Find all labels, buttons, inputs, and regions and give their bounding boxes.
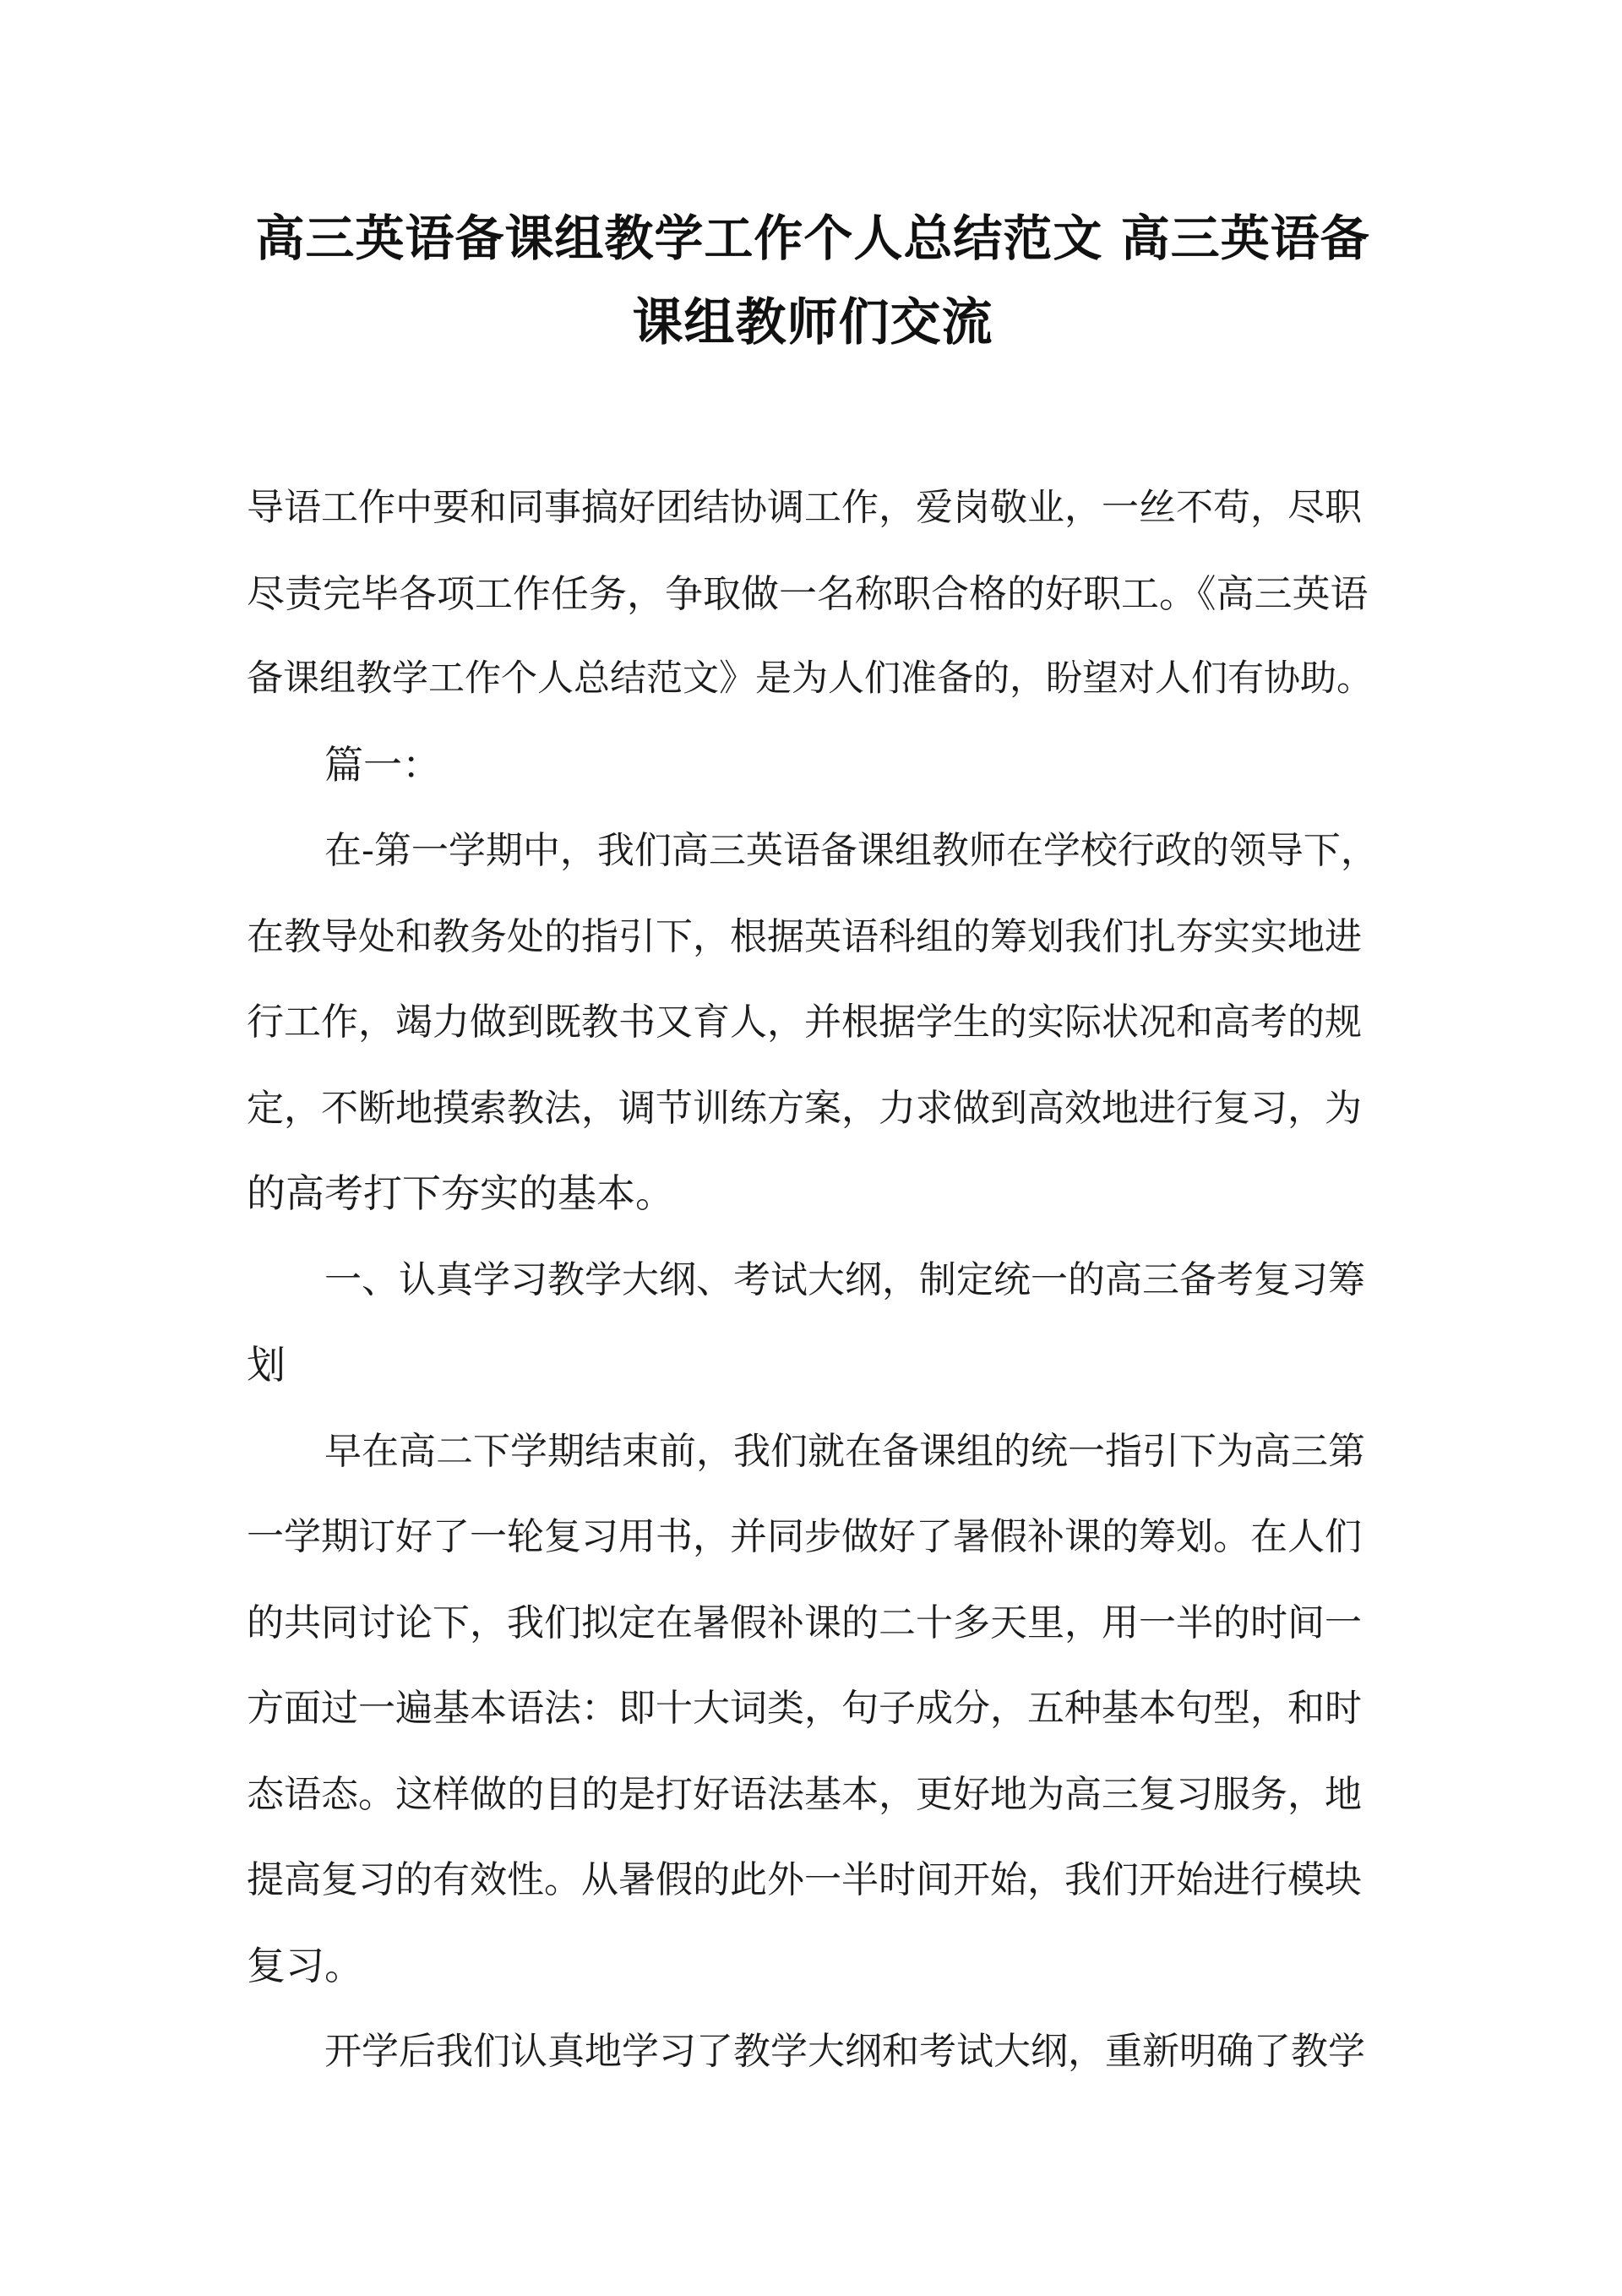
title-line: 高三英语备课组教学工作个人总结范文 高三英语备 [255,210,1370,267]
body-text-line: 在教导处和教务处的指引下，根据英语科组的筹划我们扎夯实实地进 [247,914,1362,958]
body-text-line: 导语工作中要和同事搞好团结协调工作，爱岗敬业，一丝不苟，尽职 [247,486,1362,529]
body-text-line: 行工作，竭力做到既教书又育人，并根据学生的实际状况和高考的规 [247,1001,1362,1044]
body-text-line: 一学期订好了一轮复习用书，并同步做好了暑假补课的筹划。在人们 [247,1515,1362,1558]
body-text-line: 划 [247,1342,286,1388]
body-text-line: 一、认真学习教学大纲、考试大纲，制定统一的高三备考复习筹 [324,1257,1365,1301]
body-text-line: 早在高二下学期结束前，我们就在备课组的统一指引下为高三第 [324,1429,1365,1473]
body-text-line: 尽责完毕各项工作任务，争取做一名称职合格的好职工。《高三英语 [247,570,1369,616]
document-title [247,196,1379,365]
body-text-line: 篇一： [324,741,441,788]
body-text-line: 定，不断地摸索教法，调节训练方案，力求做到高效地进行复习，为 [247,1086,1362,1130]
document-body [247,465,1379,2095]
body-text-line: 提高复习的有效性。从暑假的此外一半时间开始，我们开始进行模块 [247,1858,1362,1901]
body-text-line: 的共同讨论下，我们拟定在暑假补课的二十多天里，用一半的时间一 [247,1601,1362,1644]
title-line: 课组教师们交流 [632,293,993,352]
body-text-line: 备课组教学工作个人总结范文》是为人们准备的，盼望对人们有协助。 [247,657,1373,700]
body-text-line: 态语态。这样做的目的是打好语法基本，更好地为高三复习服务，地 [247,1772,1362,1816]
body-text-line: 在-第一学期中，我们高三英语备课组教师在学校行政的领导下， [324,829,1378,872]
body-text-line: 开学后我们认真地学习了教学大纲和考试大纲，重新明确了教学 [324,2030,1365,2073]
body-text-line: 的高考打下夯实的基本。 [247,1170,674,1216]
body-text-line: 方面过一遍基本语法：即十大词类，句子成分，五种基本句型，和时 [247,1687,1362,1730]
body-text-line: 复习。 [247,1942,363,1988]
